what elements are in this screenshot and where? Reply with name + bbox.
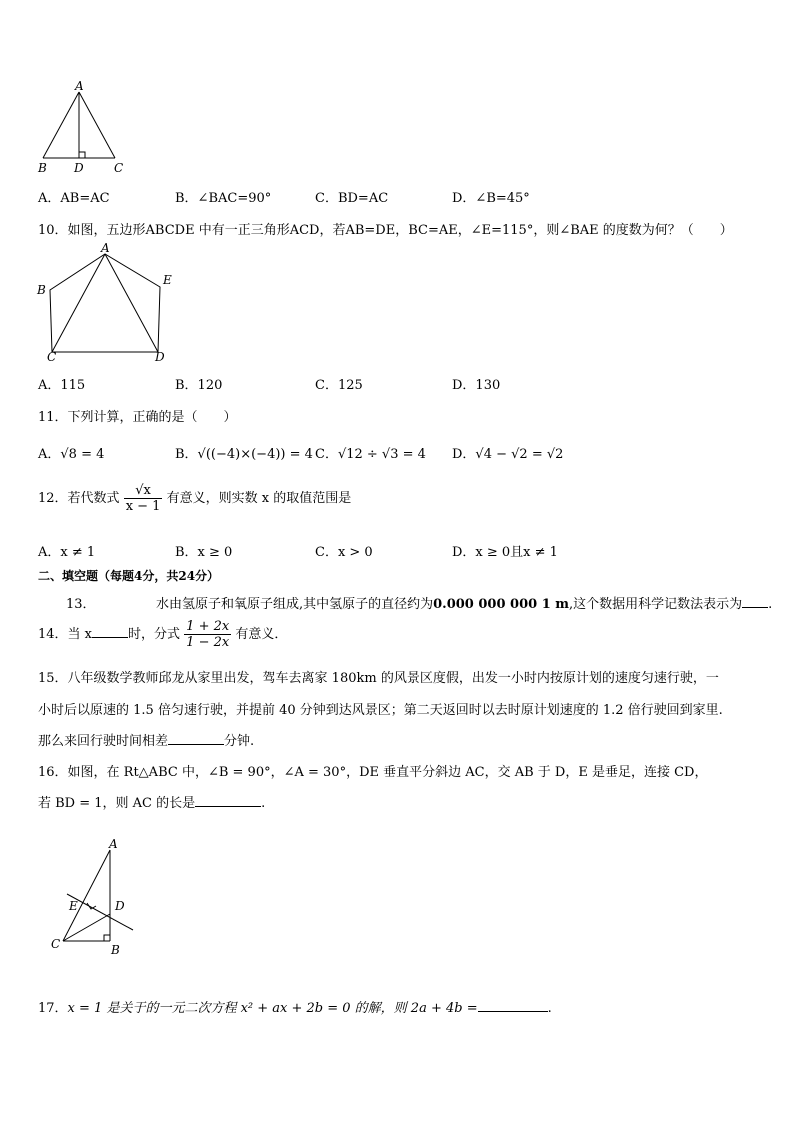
q12-option-c: C．x > 0 <box>315 545 373 560</box>
q16-label-a: A <box>109 837 118 851</box>
q14-pre: 14．当 x <box>38 627 93 642</box>
q13-text-post: ,这个数据用科学记数法表示为 <box>569 597 743 612</box>
q10-label-b: B <box>37 283 46 297</box>
section-2-heading: 二、填空题（每题4分，共24分） <box>38 569 220 583</box>
q12-stem <box>38 483 351 514</box>
q10-option-a: A．115 <box>38 378 86 393</box>
q12-option-a: A．x ≠ 1 <box>38 545 96 560</box>
q10-pentagon-figure <box>30 242 180 364</box>
q13-value: 0.000 000 000 1 m <box>433 597 570 612</box>
q13-answer-blank[interactable] <box>742 595 768 608</box>
q13-num: 13． <box>66 597 96 612</box>
q12-frac-num: √x <box>124 483 163 499</box>
q15-line-3 <box>38 730 254 749</box>
q16-line-2-post: . <box>261 796 266 811</box>
q9-label-d: D <box>74 161 84 175</box>
q14-answer-blank[interactable] <box>92 625 128 638</box>
q9-label-c: C <box>114 161 124 175</box>
q16-line-2 <box>38 792 265 811</box>
q9-option-b: B．∠BAC=90° <box>175 191 272 206</box>
q9-triangle-figure <box>30 78 140 178</box>
q12-stem-post: 有意义，则实数 x 的取值范围是 <box>166 491 352 506</box>
q13-text-pre: 水由氢原子和氧原子组成,其中氢原子的直径约为 <box>156 597 434 612</box>
q16-label-e: E <box>69 899 78 913</box>
q10-label-a: A <box>101 242 110 255</box>
q14-fraction <box>184 619 231 650</box>
q16-label-d: D <box>115 899 125 913</box>
q10-label-c: C <box>47 350 57 364</box>
q10-option-c: C．125 <box>315 378 363 393</box>
q17-line <box>38 997 552 1016</box>
q10-label-d: D <box>155 350 165 364</box>
q11-option-d: D．√4 − √2 = √2 <box>452 447 564 462</box>
q17-math: x = 1 是关于的一元二次方程 x² + ax + 2b = 0 的解，则 2a + 4b = <box>67 1001 478 1016</box>
q9-option-d: D．∠B=45° <box>452 191 530 206</box>
q12-option-b: B．x ≥ 0 <box>175 545 233 560</box>
q13-line <box>38 593 772 612</box>
q11-option-a: A．√8 = 4 <box>38 447 105 462</box>
q9-label-b: B <box>38 161 47 175</box>
q9-option-c: C．BD=AC <box>315 191 389 206</box>
q11-option-b: B．√((−4)×(−4)) = 4 <box>175 447 313 462</box>
q15-line-1: 15．八年级数学教师邱龙从家里出发，驾车去离家 180km 的风景区度假，出发一小时内按原计划的速度匀速行驶，一 <box>38 671 719 686</box>
q16-label-b: B <box>111 943 120 957</box>
q16-answer-blank[interactable] <box>195 794 261 807</box>
q12-fraction <box>124 483 163 514</box>
q9-option-a: A．AB=AC <box>38 191 110 206</box>
q17-answer-blank[interactable] <box>478 999 548 1012</box>
q12-stem-pre: 12．若代数式 <box>38 491 120 506</box>
q16-line-2-pre: 若 BD = 1，则 AC 的长是 <box>38 796 196 811</box>
q9-label-a: A <box>75 79 84 93</box>
q15-answer-blank[interactable] <box>168 732 224 745</box>
q12-frac-den: x − 1 <box>125 499 161 514</box>
q12-option-d: D．x ≥ 0且x ≠ 1 <box>452 545 558 560</box>
q17-pre: 17． <box>38 1001 68 1016</box>
q16-line-1: 16．如图，在 Rt△ABC 中，∠B = 90°，∠A = 30°，DE 垂直平分斜边 AC，交 AB 于 D，E 是垂足，连接 CD， <box>38 765 708 780</box>
q14-frac-den: 1 − 2x <box>186 635 230 650</box>
q10-label-e: E <box>163 273 172 287</box>
q16-triangle-figure <box>45 836 145 961</box>
q13-end: . <box>768 597 773 612</box>
q14-mid: 时，分式 <box>128 627 181 642</box>
q14-frac-num: 1 + 2x <box>186 619 230 634</box>
q11-option-c: C．√12 ÷ √3 = 4 <box>315 447 426 462</box>
q15-line-2: 小时后以原速的 1.5 倍匀速行驶，并提前 40 分钟到达风景区；第二天返回时以去时原计划速度的 1.2 倍行驶回到家里. <box>38 703 723 718</box>
q10-option-b: B．120 <box>175 378 223 393</box>
q17-post: . <box>547 1001 552 1016</box>
q15-line-3-post: 分钟. <box>224 734 255 749</box>
q16-label-c: C <box>51 937 61 951</box>
q14-post: 有意义． <box>235 627 288 642</box>
q10-option-d: D．130 <box>452 378 501 393</box>
q14-line <box>38 619 287 650</box>
q10-stem: 10．如图，五边形ABCDE 中有一正三角形ACD，若AB=DE，BC=AE，∠E=115°，则∠BAE 的度数为何？（ ） <box>38 223 733 238</box>
q15-line-3-pre: 那么来回行驶时间相差 <box>38 734 169 749</box>
q11-stem: 11．下列计算，正确的是（ ） <box>38 410 237 425</box>
